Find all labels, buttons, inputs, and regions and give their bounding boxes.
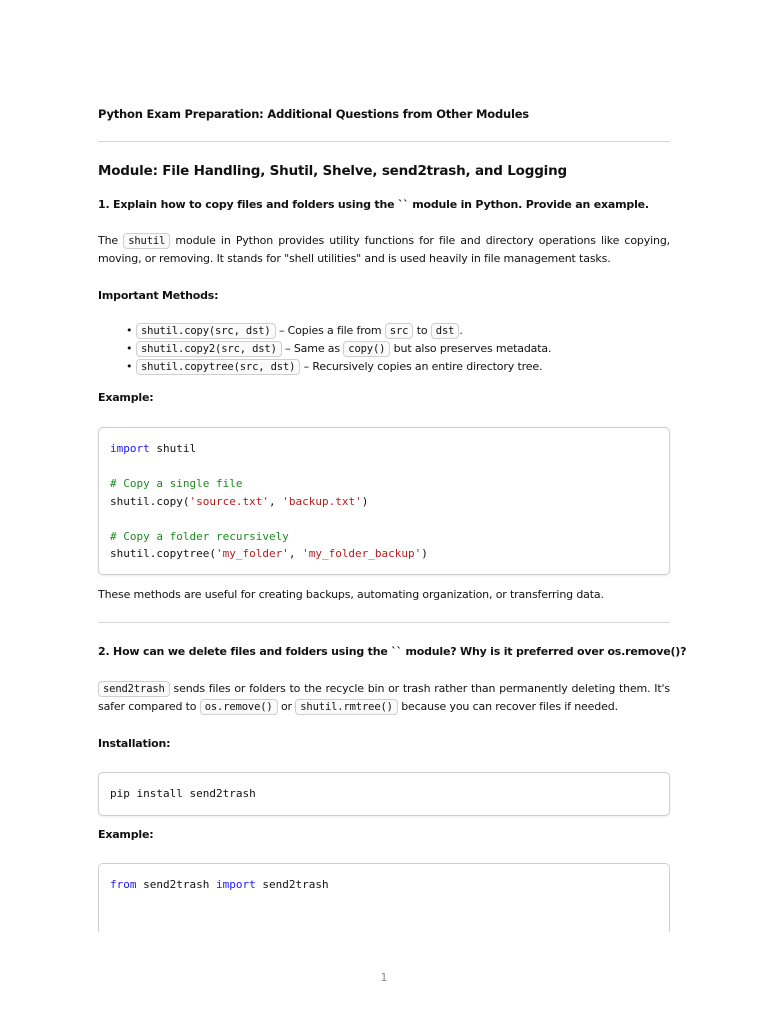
- document-title: Python Exam Preparation: Additional Questions from Other Modules: [98, 107, 529, 121]
- code-string: 'backup.txt': [282, 494, 362, 508]
- code-text: ,: [288, 547, 303, 560]
- code-keyword: import: [215, 878, 256, 891]
- q2-intro-text: because you can recover files if needed.: [397, 700, 618, 713]
- inline-code-shutil: shutil: [123, 233, 170, 249]
- code-text: ,: [268, 494, 283, 508]
- inline-code: shutil.copy2(src, dst): [136, 341, 282, 357]
- example-label-2: Example:: [98, 828, 154, 841]
- divider: [98, 141, 670, 142]
- code-comment: # Copy a single file: [110, 477, 243, 490]
- q2-intro-text: or: [277, 700, 296, 713]
- page-number: 1: [380, 971, 388, 984]
- important-methods-label: Important Methods:: [98, 289, 219, 302]
- method-text: to: [413, 324, 431, 337]
- inline-code: shutil.rmtree(): [295, 699, 398, 715]
- inline-code: src: [385, 323, 414, 339]
- code-keyword: import: [110, 442, 150, 455]
- code-text: ): [421, 547, 428, 560]
- q2-intro-paragraph: [98, 680, 670, 716]
- q1-intro-paragraph: [98, 232, 670, 268]
- code-text: send2trash: [255, 878, 329, 891]
- method-text: – Copies a file from: [275, 324, 385, 337]
- q1-closing-paragraph: These methods are useful for creating backups, automating organization, or transferring data.: [98, 588, 604, 601]
- q1-intro-pre: The: [98, 234, 119, 247]
- code-keyword: from: [110, 878, 137, 891]
- code-text: send2trash: [136, 878, 216, 891]
- code-text: shutil.copytree(: [110, 547, 216, 560]
- divider: [98, 622, 670, 623]
- code-text: shutil.copy(: [110, 494, 190, 508]
- method-text: .: [459, 324, 463, 337]
- method-text: – Same as: [281, 342, 344, 355]
- inline-code: os.remove(): [200, 699, 278, 715]
- inline-code: shutil.copytree(src, dst): [136, 359, 300, 375]
- inline-code: shutil.copy(src, dst): [136, 323, 276, 339]
- installation-label: Installation:: [98, 737, 171, 750]
- q1-intro-post: module in Python provides utility functions for file and directory operations like copying, moving, or removing. It stands for "shell utilities" and is used heavily in file management tasks.: [98, 234, 670, 265]
- bullet-icon: •: [126, 324, 133, 337]
- question-2: 2. How can we delete files and folders using the `` module? Why is it preferred over os.remove()?: [98, 645, 687, 658]
- module-heading: Module: File Handling, Shutil, Shelve, send2trash, and Logging: [98, 163, 567, 179]
- code-text: shutil: [149, 442, 197, 455]
- method-text: but also preserves metadata.: [390, 342, 552, 355]
- code-string: 'my_folder': [215, 547, 289, 560]
- code-block-shutil-example: [98, 427, 670, 575]
- code-block-send2trash-example: [98, 863, 670, 932]
- code-comment: # Copy a folder recursively: [110, 529, 289, 543]
- method-item: [126, 358, 551, 376]
- inline-code: dst: [431, 323, 460, 339]
- code-block-install: [98, 772, 670, 816]
- inline-code-send2trash: send2trash: [98, 681, 170, 697]
- example-label: Example:: [98, 391, 154, 404]
- question-1: 1. Explain how to copy files and folders using the `` module in Python. Provide an example.: [98, 198, 649, 211]
- bullet-icon: •: [126, 360, 133, 373]
- methods-list: [126, 322, 551, 376]
- code-string: 'source.txt': [189, 494, 269, 508]
- bullet-icon: •: [126, 342, 133, 355]
- install-command: pip install send2trash: [110, 787, 256, 800]
- q2-intro-text: sends files or folders to the recycle bin or trash rather than permanently deleting them. It's safer compared to: [98, 682, 670, 713]
- code-text: ): [361, 494, 369, 508]
- code-string: 'my_folder_backup': [302, 547, 422, 560]
- method-item: [126, 340, 551, 358]
- inline-code: copy(): [343, 341, 390, 357]
- method-text: – Recursively copies an entire directory tree.: [300, 360, 543, 373]
- method-item: [126, 322, 551, 340]
